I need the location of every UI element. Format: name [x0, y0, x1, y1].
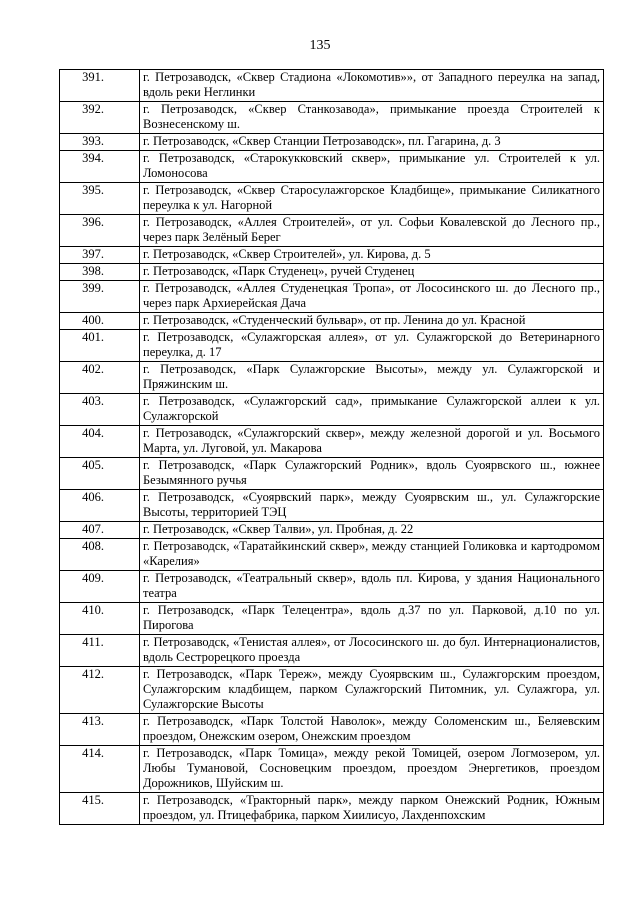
- table-row: [60, 70, 604, 102]
- row-number-cell: 413.: [60, 714, 140, 746]
- row-number-cell: 404.: [60, 426, 140, 458]
- table-row: [60, 746, 604, 793]
- table-row: [60, 667, 604, 714]
- row-description-cell: г. Петрозаводск, «Сквер Стадиона «Локомотив»», от Западного переулка на запад, вдоль реки Неглинки: [140, 70, 604, 102]
- row-number-cell: 400.: [60, 313, 140, 330]
- row-number-cell: 415.: [60, 793, 140, 825]
- row-description-cell: г. Петрозаводск, «Сквер Станции Петрозаводск», пл. Гагарина, д. 3: [140, 134, 604, 151]
- table-row: [60, 183, 604, 215]
- row-description-cell: г. Петрозаводск, «Парк Томица», между рекой Томицей, озером Логмозером, ул. Любы Тумановой, Сосновецким проездом, проездом Энергетиков, проездом Дорожников, Шуйским ш.: [140, 746, 604, 793]
- row-description-cell: г. Петрозаводск, «Парк Телецентра», вдоль д.37 по ул. Парковой, д.10 по ул. Пирогова: [140, 603, 604, 635]
- row-description-cell: г. Петрозаводск, «Студенческий бульвар», от пр. Ленина до ул. Красной: [140, 313, 604, 330]
- row-number-cell: 396.: [60, 215, 140, 247]
- row-number-cell: 405.: [60, 458, 140, 490]
- row-number-cell: 411.: [60, 635, 140, 667]
- parks-registry-table: [59, 69, 604, 825]
- table-row: [60, 102, 604, 134]
- row-description-cell: г. Петрозаводск, «Парк Сулажгорские Высоты», между ул. Сулажгорской и Пряжинским ш.: [140, 362, 604, 394]
- row-description-cell: г. Петрозаводск, «Аллея Строителей», от ул. Софьи Ковалевской до Лесного пр., через парк Зелёный Берег: [140, 215, 604, 247]
- row-description-cell: г. Петрозаводск, «Сулажгорская аллея», от ул. Сулажгорской до Ветеринарного переулка, д. 17: [140, 330, 604, 362]
- row-number-cell: 397.: [60, 247, 140, 264]
- row-description-cell: г. Петрозаводск, «Парк Тереж», между Суоярвским ш., Сулажгорским проездом, Сулажгорским кладбищем, парком Сулажгорский Питомник, ул. Сулажгора, ул. Сулажгорские Высоты: [140, 667, 604, 714]
- table-row: [60, 539, 604, 571]
- table-row: [60, 458, 604, 490]
- table-row: [60, 603, 604, 635]
- table-row: [60, 313, 604, 330]
- table-row: [60, 490, 604, 522]
- row-description-cell: г. Петрозаводск, «Аллея Студенецкая Тропа», от Лососинского ш. до Лесного пр., через парк Архиерейская Дача: [140, 281, 604, 313]
- row-description-cell: г. Петрозаводск, «Парк Сулажгорский Родник», вдоль Суоярвского ш., южнее Безымянного ручья: [140, 458, 604, 490]
- row-description-cell: г. Петрозаводск, «Сулажгорский сад», примыкание Сулажгорской аллеи к ул. Сулажгорской: [140, 394, 604, 426]
- row-number-cell: 393.: [60, 134, 140, 151]
- row-number-cell: 407.: [60, 522, 140, 539]
- row-description-cell: г. Петрозаводск, «Старокукковский сквер», примыкание ул. Строителей к ул. Ломоносова: [140, 151, 604, 183]
- row-number-cell: 395.: [60, 183, 140, 215]
- table-row: [60, 793, 604, 825]
- table-row: [60, 281, 604, 313]
- table-row: [60, 394, 604, 426]
- table-row: [60, 330, 604, 362]
- table-row: [60, 264, 604, 281]
- table-row: [60, 522, 604, 539]
- row-number-cell: 391.: [60, 70, 140, 102]
- row-number-cell: 399.: [60, 281, 140, 313]
- row-number-cell: 408.: [60, 539, 140, 571]
- row-number-cell: 392.: [60, 102, 140, 134]
- row-number-cell: 414.: [60, 746, 140, 793]
- row-description-cell: г. Петрозаводск, «Сквер Старосулажгорское Кладбище», примыкание Силикатного переулка к ул. Нагорной: [140, 183, 604, 215]
- row-description-cell: г. Петрозаводск, «Сквер Станкозавода», примыкание проезда Строителей к Вознесенскому ш.: [140, 102, 604, 134]
- row-description-cell: г. Петрозаводск, «Таратайкинский сквер», между станцией Голиковка и картодромом «Карелия»: [140, 539, 604, 571]
- table-row: [60, 426, 604, 458]
- row-description-cell: г. Петрозаводск, «Суоярвский парк», между Суоярвским ш., ул. Сулажгорские Высоты, территорией ТЭЦ: [140, 490, 604, 522]
- table-row: [60, 215, 604, 247]
- row-description-cell: г. Петрозаводск, «Сквер Строителей», ул. Кирова, д. 5: [140, 247, 604, 264]
- row-number-cell: 402.: [60, 362, 140, 394]
- registry-table-body: [60, 70, 604, 825]
- table-row: [60, 714, 604, 746]
- row-number-cell: 412.: [60, 667, 140, 714]
- row-description-cell: г. Петрозаводск, «Сквер Талви», ул. Пробная, д. 22: [140, 522, 604, 539]
- table-row: [60, 635, 604, 667]
- table-row: [60, 151, 604, 183]
- page-number: 135: [309, 38, 331, 53]
- row-number-cell: 403.: [60, 394, 140, 426]
- table-row: [60, 571, 604, 603]
- row-description-cell: г. Петрозаводск, «Сулажгорский сквер», между железной дорогой и ул. Восьмого Марта, ул. Луговой, ул. Макарова: [140, 426, 604, 458]
- row-number-cell: 401.: [60, 330, 140, 362]
- row-number-cell: 398.: [60, 264, 140, 281]
- table-row: [60, 362, 604, 394]
- row-number-cell: 409.: [60, 571, 140, 603]
- table-row: [60, 134, 604, 151]
- row-number-cell: 406.: [60, 490, 140, 522]
- row-number-cell: 410.: [60, 603, 140, 635]
- row-description-cell: г. Петрозаводск, «Тенистая аллея», от Лососинского ш. до бул. Интернационалистов, вдоль Сестрорецкого проезда: [140, 635, 604, 667]
- table-row: [60, 247, 604, 264]
- row-description-cell: г. Петрозаводск, «Тракторный парк», между парком Онежский Родник, Южным проездом, ул. Птицефабрика, парком Хиилисуо, Лахденпохским: [140, 793, 604, 825]
- row-description-cell: г. Петрозаводск, «Театральный сквер», вдоль пл. Кирова, у здания Национального театра: [140, 571, 604, 603]
- row-description-cell: г. Петрозаводск, «Парк Толстой Наволок», между Соломенским ш., Беляевским проездом, Онежским озером, Онежским проездом: [140, 714, 604, 746]
- row-number-cell: 394.: [60, 151, 140, 183]
- row-description-cell: г. Петрозаводск, «Парк Студенец», ручей Студенец: [140, 264, 604, 281]
